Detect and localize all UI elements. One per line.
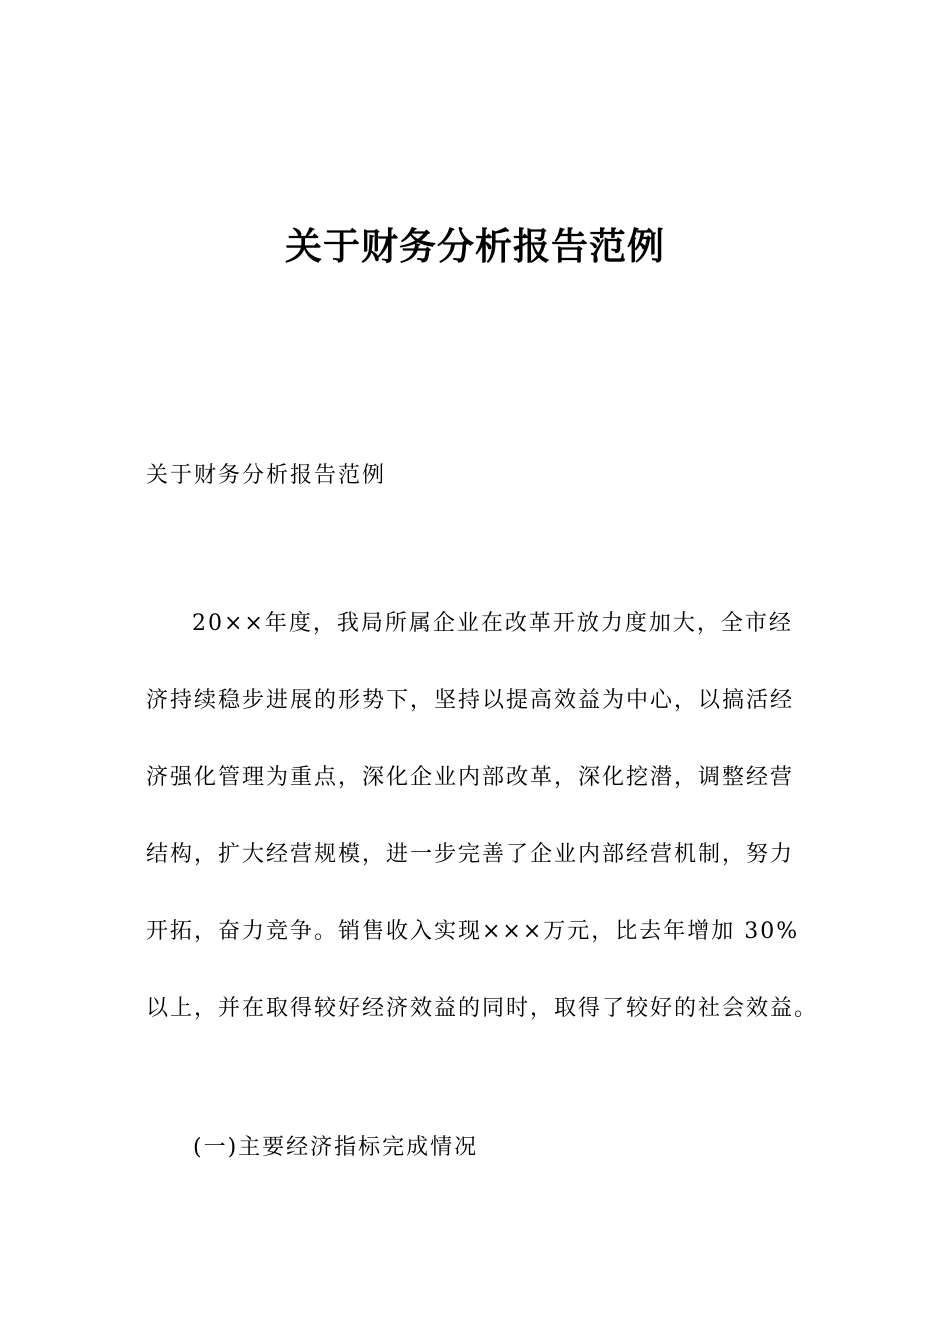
paragraph-line: 20××年度，我局所属企业在改革开放力度加大，全市经 — [192, 611, 793, 636]
paragraph-line: 济强化管理为重点，深化企业内部改革，深化挖潜，调整经营 — [146, 765, 795, 790]
section-heading: (一)主要经济指标完成情况 — [193, 1135, 479, 1160]
document-title: 关于财务分析报告范例 — [285, 225, 665, 268]
document-subtitle: 关于财务分析报告范例 — [146, 463, 387, 488]
paragraph-line: 开拓，奋力竞争。销售收入实现×××万元，比去年增加 30% — [146, 919, 800, 944]
body-paragraph — [146, 606, 819, 1068]
paragraph-line: 以上，并在取得较好经济效益的同时，取得了较好的社会效益。 — [146, 996, 819, 1021]
paragraph-line: 济持续稳步进展的形势下，坚持以提高效益为中心，以搞活经 — [146, 688, 795, 713]
paragraph-line: 结构，扩大经营规模，进一步完善了企业内部经营机制，努力 — [146, 842, 795, 867]
